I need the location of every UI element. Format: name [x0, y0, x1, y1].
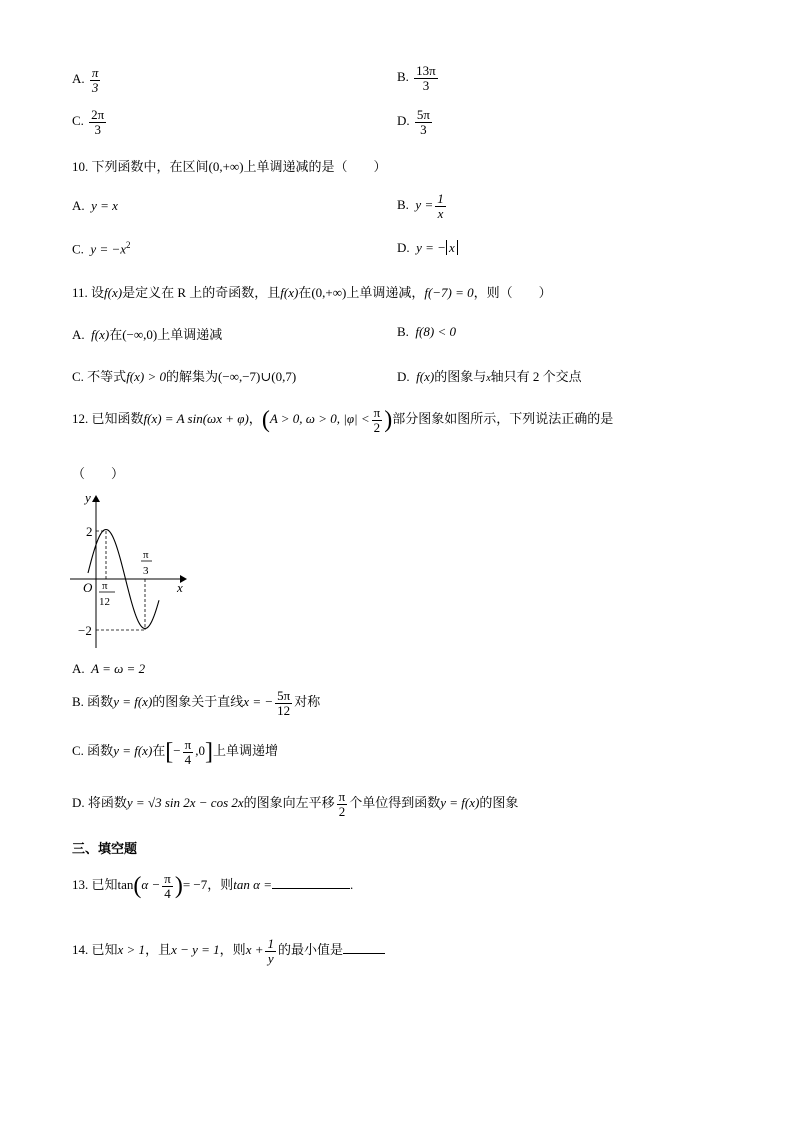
q12-option-c [72, 738, 278, 766]
denominator: x [437, 205, 444, 221]
math-expr: f(x) = A sin(ωx + φ) [143, 411, 249, 427]
option-text: 在 [152, 743, 166, 759]
denominator: 2 [373, 419, 381, 435]
option-text: 不等式 [87, 369, 127, 384]
fraction [89, 108, 106, 136]
numerator: π [91, 65, 99, 80]
stem-text: . [350, 877, 354, 893]
option-label: C. [72, 113, 84, 129]
stem-text: ，则（ ） [473, 285, 552, 300]
q12-option-a [72, 661, 145, 677]
answer-paren: （ ） [72, 466, 125, 481]
interval: (0,+∞) [208, 159, 244, 174]
math-expr: x [486, 373, 491, 384]
origin-label: O [83, 580, 93, 595]
option-label: B. [397, 69, 409, 85]
denominator: 4 [184, 751, 192, 767]
bracket-right: ] [204, 739, 213, 766]
math-expr: tan α = [233, 877, 272, 893]
denominator: y [267, 950, 274, 966]
q10-option-a [72, 198, 118, 214]
fraction [275, 689, 292, 717]
exponent: 2 [126, 240, 131, 250]
math-expr: = −7 [182, 877, 208, 893]
fraction [435, 192, 446, 220]
math-expr: y = f(x) [113, 694, 153, 710]
fraction [414, 64, 438, 92]
q11-option-d [397, 366, 582, 385]
option-text: 轴只有 2 个交点 [490, 369, 582, 384]
option-text: 的图象向左平移 [243, 795, 335, 811]
math-expr: f(x) [416, 369, 435, 384]
stem-text: ，则 [207, 877, 234, 893]
math-expr: tan [117, 877, 134, 893]
math-expr: y = −x [90, 241, 127, 257]
q11-option-b [397, 324, 456, 340]
stem-text: 的最小值是 [277, 942, 343, 958]
section-title: 三、填空题 [72, 842, 138, 857]
bracket-left: [ [165, 739, 174, 766]
option-label: D. [397, 240, 410, 255]
numerator: 5π [416, 107, 430, 122]
x-axis-label: x [177, 580, 183, 595]
denominator: 3 [94, 121, 101, 137]
math-expr: A > 0, ω > 0, |φ| < [269, 411, 370, 427]
q11-stem [72, 282, 552, 301]
q11-option-c [72, 366, 296, 385]
option-text: 的解集为 [166, 369, 219, 384]
abs-value: x [446, 240, 458, 255]
numerator: 2π [91, 107, 105, 122]
option-text: 个单位得到函数 [349, 795, 441, 811]
x2-denominator: 3 [143, 565, 149, 577]
numerator: π [164, 871, 171, 886]
math-expr: f(8) < 0 [415, 324, 456, 339]
answer-blank[interactable] [343, 953, 385, 954]
function-graph [66, 488, 196, 652]
math-expr: f(x) > 0 [126, 369, 166, 384]
answer-blank[interactable] [272, 888, 350, 889]
y-axis-label: y [85, 490, 91, 505]
math-expr: y = f(x) [440, 795, 480, 811]
math-expr: α − [141, 877, 161, 893]
option-label: A. [72, 198, 85, 213]
option-text: 将函数 [87, 795, 127, 811]
numerator: π [373, 405, 381, 420]
denominator: 3 [91, 79, 99, 95]
option-label: A. [72, 327, 85, 342]
fraction [90, 66, 101, 94]
option-label: D. [397, 113, 410, 129]
math-expr: y = [415, 197, 434, 213]
x1-numerator: π [102, 580, 108, 592]
option-text: 的图象与 [434, 369, 487, 384]
option-label: C. [72, 369, 84, 384]
option-label: A. [72, 71, 85, 87]
option-text: 的图象 [479, 795, 519, 811]
math-expr: ,0 [195, 743, 205, 759]
q10-option-d [397, 240, 458, 256]
numerator: 1 [267, 936, 274, 951]
numerator: 1 [437, 191, 444, 206]
stem-text: 是定义在 R 上的奇函数，且 [122, 285, 281, 300]
math-expr: x > 1 [117, 942, 146, 958]
math-expr: f(x) [91, 327, 110, 342]
paren-right: ) [384, 407, 393, 434]
option-text: 对称 [294, 694, 321, 710]
denominator: 2 [338, 803, 346, 819]
q10-option-b [397, 192, 448, 220]
denominator: 3 [420, 121, 427, 137]
fraction [265, 937, 276, 965]
math-expr: f(x) [280, 285, 299, 300]
x2-numerator: π [143, 549, 149, 561]
math-expr: x = − [243, 694, 274, 710]
option-text: 函数 [87, 743, 114, 759]
math-expr: A = ω = 2 [91, 661, 146, 676]
option-text: 函数 [87, 694, 114, 710]
math-expr: f(x) [104, 285, 123, 300]
option-text: 在 [109, 327, 123, 342]
q9-option-d [397, 108, 434, 136]
option-label: B. [72, 694, 84, 710]
fraction [337, 790, 348, 818]
q14-stem [72, 937, 385, 965]
stem-text: 部分图象如图所示，下列说法正确的是 [392, 411, 614, 427]
math-expr: x + [245, 942, 264, 958]
stem-text: 上单调递减的是（ ） [243, 159, 387, 174]
q13-stem [72, 872, 353, 900]
q12-stem [72, 406, 613, 434]
q12-option-d [72, 790, 518, 818]
denominator: 4 [164, 885, 171, 901]
q10-stem [72, 156, 387, 175]
q9-option-a [72, 66, 102, 94]
stem-text: ，且 [145, 942, 172, 958]
option-label: D. [397, 369, 410, 384]
fraction [372, 406, 383, 434]
option-label: D. [72, 795, 85, 811]
interval: (−∞,0) [122, 327, 158, 342]
stem-text: 13. 已知 [72, 877, 118, 893]
option-label: B. [397, 197, 409, 213]
option-text: 的图象关于直线 [152, 694, 244, 710]
x1-denominator: 12 [99, 596, 110, 608]
interval: (0,+∞) [311, 285, 347, 300]
denominator: 12 [277, 702, 291, 718]
option-label: C. [72, 743, 84, 759]
numerator: 5π [277, 688, 291, 703]
option-text: 上单调递增 [212, 743, 278, 759]
paren-left: ( [133, 873, 142, 900]
math-expr: f(−7) = 0 [424, 285, 474, 300]
stem-text: ， [248, 411, 262, 427]
stem-text: 11. 设 [72, 285, 105, 300]
q10-option-c [72, 240, 131, 257]
math-expr: y = √3 sin 2x − cos 2x [126, 795, 244, 811]
fraction [183, 738, 194, 766]
y-max-label: 2 [86, 524, 93, 539]
option-label: A. [72, 661, 85, 676]
q12-option-b [72, 689, 320, 717]
numerator: π [338, 789, 346, 804]
stem-text: ，则 [219, 942, 246, 958]
paren-left: ( [261, 407, 270, 434]
math-expr: − [173, 743, 181, 759]
y-min-label: −2 [78, 623, 92, 638]
q9-option-b [397, 64, 440, 92]
denominator: 3 [422, 77, 430, 93]
stem-text: 在 [298, 285, 312, 300]
numerator: π [184, 737, 192, 752]
math-expr: y = f(x) [113, 743, 153, 759]
interval: (−∞,−7)∪(0,7) [218, 369, 297, 384]
math-expr: y = x [91, 198, 118, 213]
fraction [415, 108, 432, 136]
fraction [162, 872, 173, 900]
option-text: 上单调递减 [157, 327, 223, 342]
stem-text: 12. 已知函数 [72, 411, 144, 427]
option-label: C. [72, 241, 84, 257]
stem-text: 上单调递减， [346, 285, 425, 300]
q11-option-a [72, 324, 222, 343]
q9-option-c [72, 108, 108, 136]
math-expr: x − y = 1 [171, 942, 220, 958]
option-label: B. [397, 324, 409, 339]
paren-right: ) [174, 873, 183, 900]
numerator: 13π [416, 63, 436, 78]
stem-text: 10. 下列函数中，在区间 [72, 159, 209, 174]
stem-text: 14. 已知 [72, 942, 118, 958]
math-expr: y = − [416, 240, 446, 255]
